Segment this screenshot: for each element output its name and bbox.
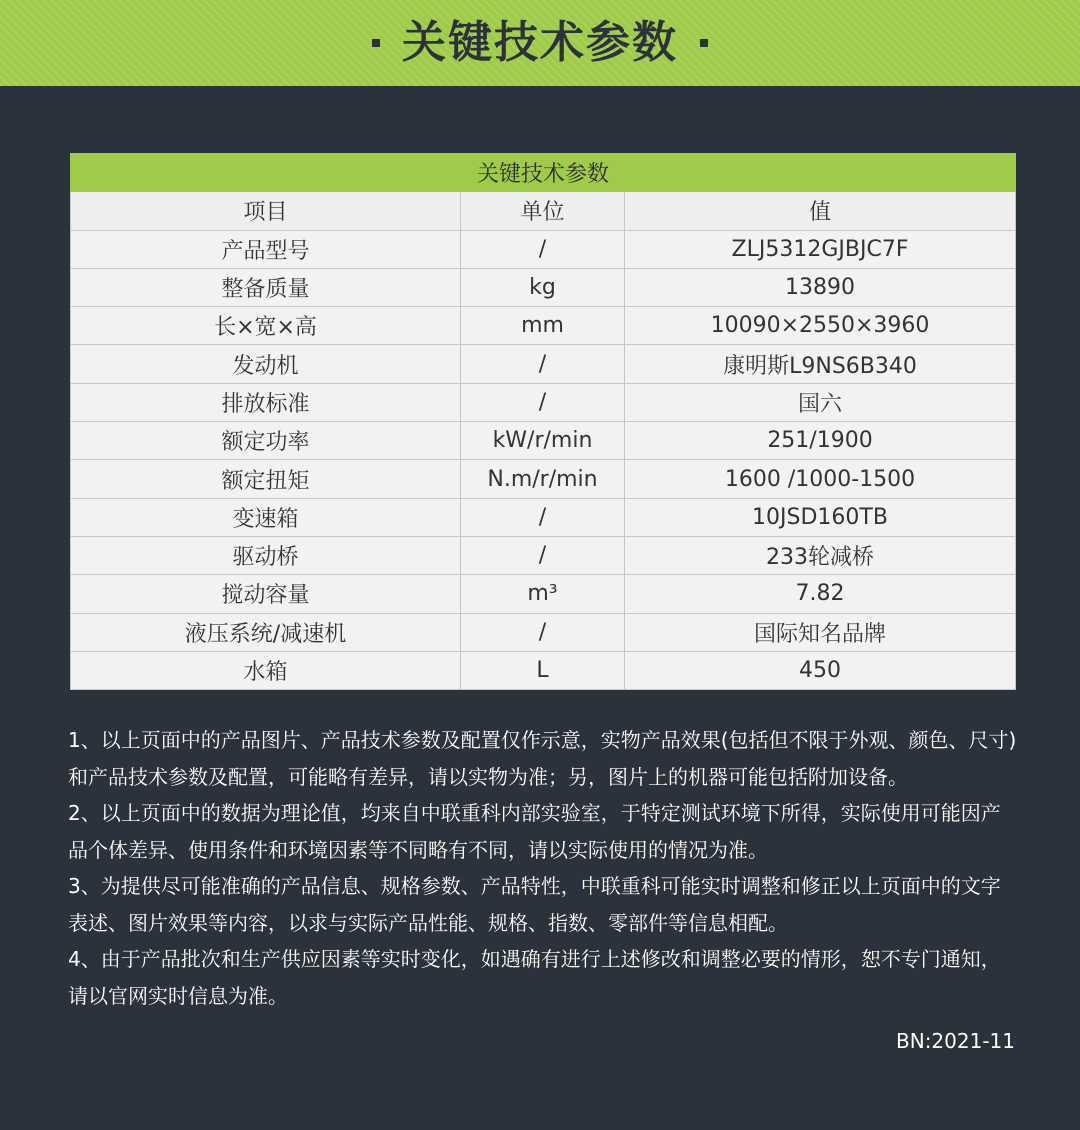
cell-unit: / xyxy=(461,613,625,651)
disclaimer-notes xyxy=(68,722,1020,1014)
cell-unit: / xyxy=(461,536,625,574)
cell-unit: kW/r/min xyxy=(461,422,625,460)
cell-unit: mm xyxy=(461,307,625,345)
cell-unit: L xyxy=(461,651,625,689)
cell-unit: kg xyxy=(461,268,625,306)
table-row xyxy=(71,651,1016,689)
batch-number: BN:2021-11 xyxy=(896,1029,1015,1053)
cell-item: 搅动容量 xyxy=(71,575,461,613)
header-banner xyxy=(0,0,1080,86)
cell-item: 长×宽×高 xyxy=(71,307,461,345)
header-unit: 单位 xyxy=(461,192,625,230)
table-caption: 关键技术参数 xyxy=(71,154,1016,192)
cell-value: 国六 xyxy=(625,383,1016,421)
note-item: 3、为提供尽可能准确的产品信息、规格参数、产品特性，中联重科可能实时调整和修正以上页面中的文字表述、图片效果等内容，以求与实际产品性能、规格、指数、零部件等信息相配。 xyxy=(68,874,1001,935)
cell-value: 450 xyxy=(625,651,1016,689)
table-row xyxy=(71,230,1016,268)
cell-value: 康明斯L9NS6B340 xyxy=(625,345,1016,383)
cell-unit: N.m/r/min xyxy=(461,460,625,498)
cell-item: 驱动桥 xyxy=(71,536,461,574)
cell-value: 233轮减桥 xyxy=(625,536,1016,574)
cell-unit: / xyxy=(461,383,625,421)
table-row xyxy=(71,383,1016,421)
table-row xyxy=(71,613,1016,651)
table-header-row xyxy=(71,192,1016,230)
cell-value: 7.82 xyxy=(625,575,1016,613)
table-row xyxy=(71,498,1016,536)
header-item: 项目 xyxy=(71,192,461,230)
cell-item: 额定功率 xyxy=(71,422,461,460)
cell-item: 排放标准 xyxy=(71,383,461,421)
cell-value: ZLJ5312GJBJC7F xyxy=(625,230,1016,268)
note-item: 2、以上页面中的数据为理论值，均来自中联重科内部实验室，于特定测试环境下所得，实际使用可能因产品个体差异、使用条件和环境因素等不同略有不同，请以实际使用的情况为准。 xyxy=(68,801,1001,862)
cell-item: 变速箱 xyxy=(71,498,461,536)
table-row xyxy=(71,460,1016,498)
cell-item: 发动机 xyxy=(71,345,461,383)
cell-value: 10JSD160TB xyxy=(625,498,1016,536)
cell-item: 产品型号 xyxy=(71,230,461,268)
table-row xyxy=(71,307,1016,345)
cell-item: 水箱 xyxy=(71,651,461,689)
cell-item: 额定扭矩 xyxy=(71,460,461,498)
note-item: 4、由于产品批次和生产供应因素等实时变化，如遇确有进行上述修改和调整必要的情形，恕不专门通知，请以官网实时信息为准。 xyxy=(68,947,1001,1008)
cell-item: 整备质量 xyxy=(71,268,461,306)
cell-value: 国际知名品牌 xyxy=(625,613,1016,651)
cell-item: 液压系统/减速机 xyxy=(71,613,461,651)
cell-unit: / xyxy=(461,345,625,383)
spec-table xyxy=(70,153,1016,690)
cell-unit: / xyxy=(461,230,625,268)
table-row xyxy=(71,345,1016,383)
table-row xyxy=(71,268,1016,306)
left-dot-icon xyxy=(372,39,380,47)
cell-value: 10090×2550×3960 xyxy=(625,307,1016,345)
cell-unit: / xyxy=(461,498,625,536)
cell-value: 1600 /1000-1500 xyxy=(625,460,1016,498)
table-row xyxy=(71,536,1016,574)
header-value: 值 xyxy=(625,192,1016,230)
cell-value: 251/1900 xyxy=(625,422,1016,460)
right-dot-icon xyxy=(700,39,708,47)
table-row xyxy=(71,575,1016,613)
cell-unit: m³ xyxy=(461,575,625,613)
note-item: 1、以上页面中的产品图片、产品技术参数及配置仅作示意，实物产品效果(包括但不限于外观、颜色、尺寸)和产品技术参数及配置，可能略有差异，请以实物为准；另，图片上的机器可能包括附加设备。 xyxy=(68,728,1017,789)
page-title: 关键技术参数 xyxy=(402,17,678,68)
cell-value: 13890 xyxy=(625,268,1016,306)
table-row xyxy=(71,422,1016,460)
